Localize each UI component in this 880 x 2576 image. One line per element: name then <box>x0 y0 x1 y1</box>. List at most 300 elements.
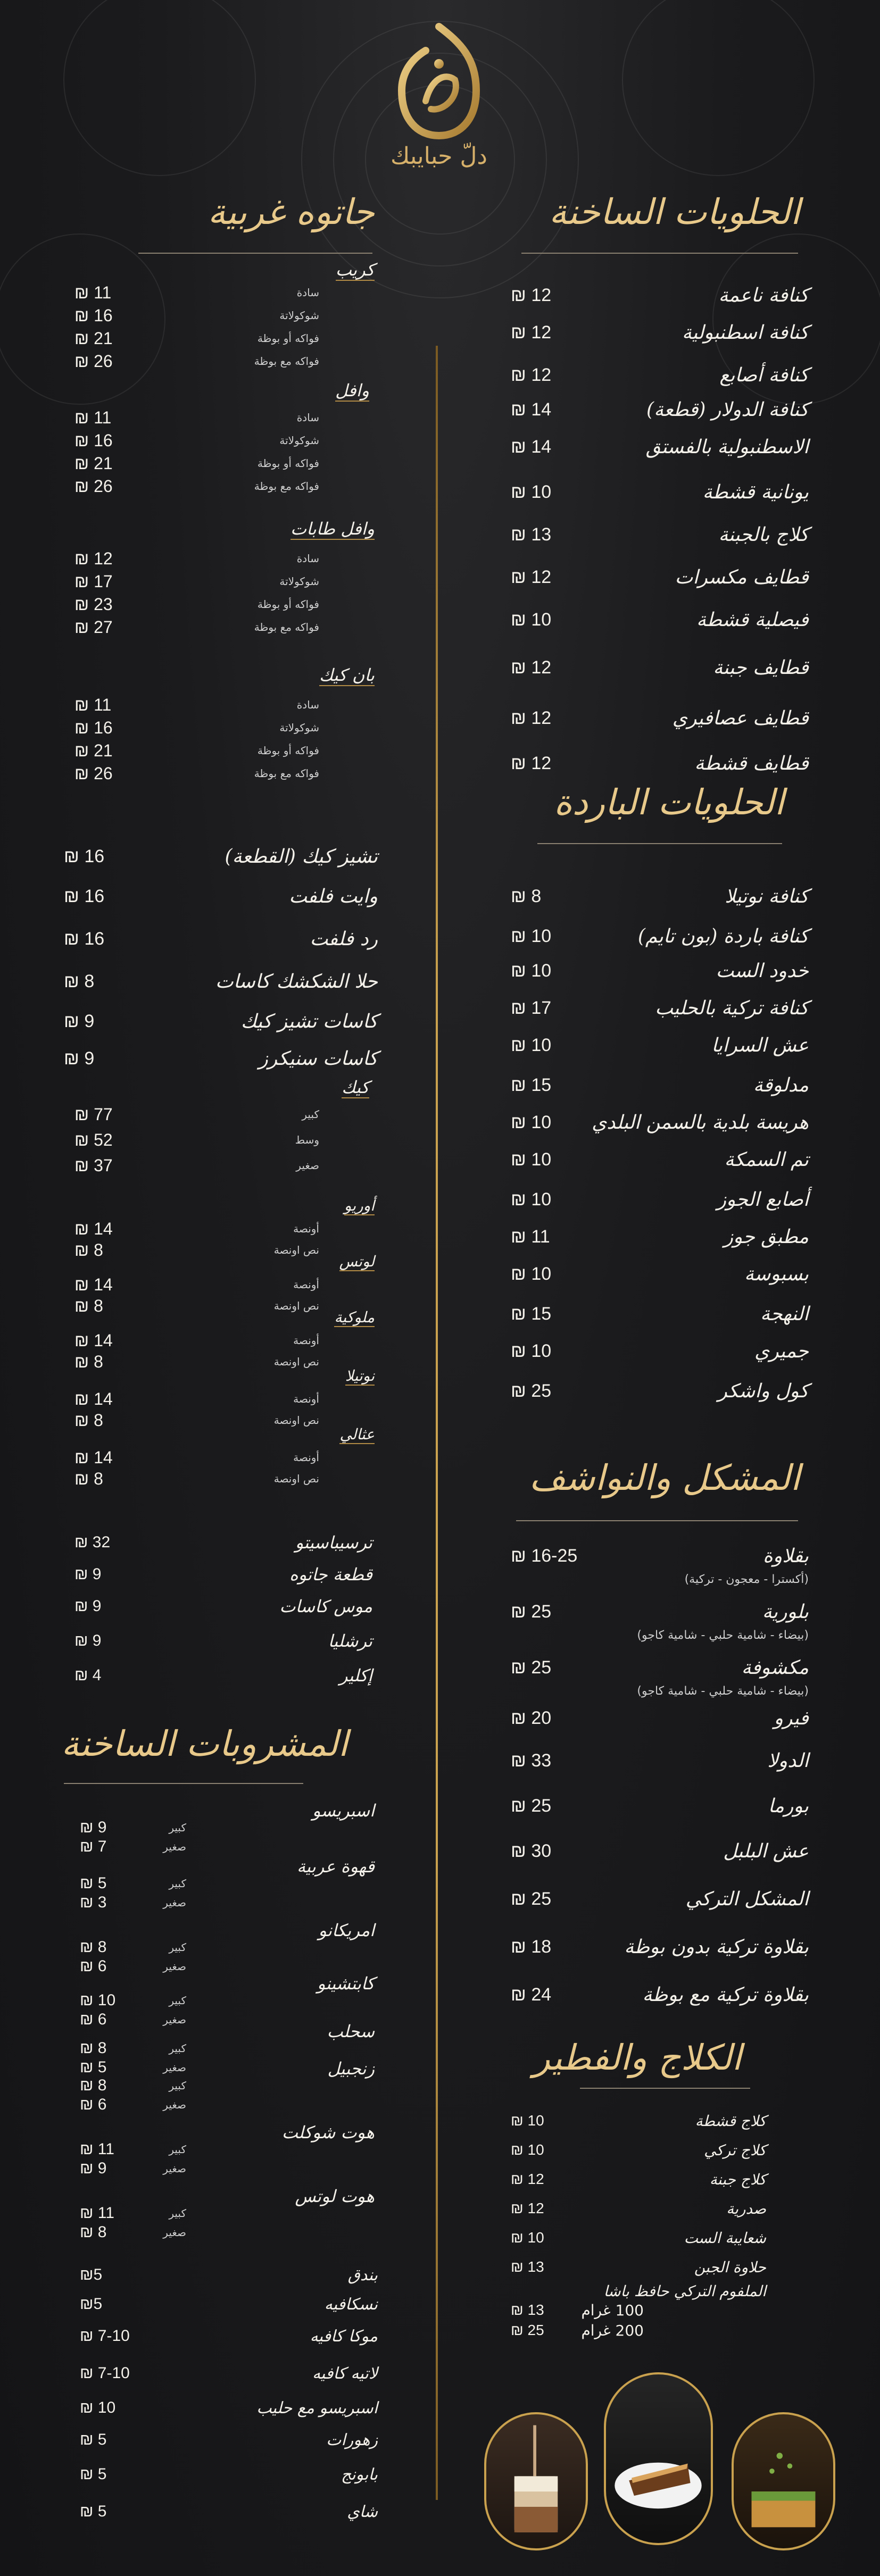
item-price: ₪ 8 <box>74 1352 103 1371</box>
item-price: ₪ 13 <box>511 2258 544 2275</box>
menu-item <box>511 957 809 984</box>
menu-item <box>64 883 378 910</box>
item-price: ₪ 6 <box>80 2011 107 2028</box>
item-price: ₪ 6 <box>80 2096 107 2113</box>
item-price: ₪ 27 <box>74 617 113 637</box>
item-price: ₪ 30 <box>511 1840 552 1861</box>
item-price: ₪ 10 <box>511 2229 544 2246</box>
menu-item <box>511 433 809 460</box>
item-name: قطعة جاتوه <box>289 1564 372 1585</box>
item-price: ₪ 12 <box>511 364 552 385</box>
menu-item <box>511 2255 809 2279</box>
baklava-photo <box>732 2412 835 2550</box>
menu-item <box>511 2226 809 2249</box>
size-price-row <box>74 282 319 303</box>
item-name: مكشوفة <box>741 1656 809 1679</box>
item-price: ₪ 8 <box>80 2223 107 2241</box>
item-price: ₪ 10 <box>511 1189 552 1210</box>
group-heading: بان كيك <box>319 665 375 685</box>
item-size: شوكولاتة <box>279 434 319 447</box>
hot-sweets-title: الحلويات الساخنة <box>549 191 800 232</box>
title-underline <box>580 2088 750 2089</box>
item-price: ₪ 21 <box>74 453 113 473</box>
item-price: ₪ 4 <box>74 1666 102 1684</box>
size-price-row <box>74 1274 319 1295</box>
item-price: ₪ 9 <box>74 1565 102 1583</box>
item-price: ₪ 12 <box>511 2171 544 2187</box>
item-price: ₪ 9 <box>80 1819 107 1836</box>
mixed-title: المشكل والنواشف <box>529 1457 800 1498</box>
menu-item <box>511 1378 809 1404</box>
item-price: ₪ 12 <box>511 322 552 343</box>
menu-item <box>80 2463 378 2486</box>
item-name: مطبق جوز <box>724 1226 809 1248</box>
western-cake-title: جاتوه غربية <box>207 191 375 232</box>
item-price: ₪ 8 <box>74 1240 103 1260</box>
item-price: ₪ 10 <box>80 2399 116 2416</box>
item-name: بورما <box>768 1795 809 1817</box>
size-price-row <box>74 351 319 372</box>
item-size: نص اونصة <box>273 1355 319 1368</box>
menu-item <box>511 362 809 388</box>
item-price: ₪ 12 <box>74 548 113 568</box>
item-name: قطايف قشطة <box>694 752 809 774</box>
item-price: ₪ 5 <box>80 2465 107 2483</box>
item-price: ₪ 12 <box>511 707 552 728</box>
item-price: ₪ 14 <box>74 1330 113 1350</box>
size-price-row <box>80 2010 186 2030</box>
dessert-plate-icon <box>606 2374 711 2543</box>
menu-item <box>511 1543 809 1569</box>
item-size: أونصة <box>293 1451 319 1464</box>
size-price-row <box>80 2075 186 2096</box>
item-price: ₪ 8 <box>80 1938 107 1956</box>
item-price: ₪ 25 <box>511 1657 552 1678</box>
size-price-row <box>74 763 319 784</box>
menu-item <box>74 1529 372 1556</box>
item-size: صغير <box>163 1840 186 1853</box>
menu-item <box>511 1072 809 1098</box>
item-price: ₪ 8 <box>74 1469 103 1488</box>
menu-item <box>80 2362 378 2385</box>
item-name: كنافة تركية بالحليب <box>655 997 809 1019</box>
item-price: ₪ 8 <box>64 971 95 991</box>
malfoum-row <box>511 2300 644 2320</box>
item-price: ₪ 12 <box>511 753 552 773</box>
item-size: أونصة <box>293 1334 319 1347</box>
menu-item <box>80 2500 378 2523</box>
item-name: بلورية <box>762 1600 809 1623</box>
menu-item <box>511 396 809 423</box>
group-heading: وافل طابات <box>290 519 375 539</box>
item-price: ₪ 14 <box>511 436 552 457</box>
menu-item <box>511 1261 809 1287</box>
size-price-row <box>74 1104 319 1125</box>
size-price-row <box>74 740 319 761</box>
item-price: ₪ 33 <box>511 1750 552 1771</box>
size-price-row <box>74 407 319 428</box>
item-name: أصابع الجوز <box>717 1188 809 1211</box>
item-size: أونصة <box>293 1278 319 1291</box>
item-price: ₪ 8 <box>511 886 542 906</box>
item-note-row <box>511 1622 809 1648</box>
item-name: ترسيباسيتو <box>295 1532 372 1553</box>
item-price: ₪ 12 <box>511 285 552 305</box>
item-name: كلاج بالجبنة <box>718 523 809 546</box>
item-name: صدرية <box>726 2199 766 2217</box>
item-price: ₪ 6 <box>80 1957 107 1975</box>
size-price-row <box>80 2158 186 2179</box>
item-size: وسط <box>295 1133 319 1146</box>
group-heading: عثالي <box>339 1425 375 1443</box>
item-name: موكا كافيه <box>310 2327 378 2346</box>
size-price-row <box>74 717 319 738</box>
size-price-row <box>74 476 319 497</box>
item-name: المشكل التركي <box>685 1888 809 1910</box>
item-price: ₪ 9 <box>64 1011 95 1031</box>
item-size: شوكولاتة <box>279 309 319 322</box>
item-price: ₪ 16 <box>64 846 105 866</box>
item-note-row <box>511 1678 809 1704</box>
item-size: كبير <box>169 1994 186 2007</box>
size-price-row <box>74 1330 319 1351</box>
item-name: إكلير <box>339 1665 372 1686</box>
item-price: ₪ 20 <box>511 1707 552 1728</box>
title-underline <box>521 253 798 254</box>
item-name: الملفوم التركي حافظ باشا <box>603 2282 766 2300</box>
item-price: ₪ 14 <box>74 1274 113 1294</box>
item-name: لاتيه كافيه <box>312 2364 378 2383</box>
item-name: كول واشكر <box>718 1380 809 1402</box>
item-price: ₪ 10 <box>511 1035 552 1055</box>
size-price-row <box>80 2095 186 2115</box>
item-name: ترشليا <box>328 1631 372 1651</box>
item-price: ₪ 10 <box>511 2141 544 2158</box>
item-price: ₪ 8 <box>80 2077 107 2094</box>
item-size: كبير <box>169 2207 186 2220</box>
item-note-row <box>511 1566 809 1593</box>
item-name: فيصلية قشطة <box>696 608 809 631</box>
item-size: كبير <box>169 2042 186 2055</box>
item-size: نص اونصة <box>273 1299 319 1312</box>
item-name: خدود الست <box>716 960 809 982</box>
drink-name: كابتشينو <box>317 1973 375 1994</box>
title-underline <box>138 253 372 254</box>
item-price: ₪ 9 <box>80 2160 107 2177</box>
item-size: صغير <box>296 1159 319 1172</box>
item-name: بندق <box>347 2265 378 2285</box>
item-size: نص اونصة <box>273 1472 319 1485</box>
item-price: ₪ 10 <box>511 609 552 630</box>
group-heading: كيك <box>342 1077 369 1097</box>
menu-item <box>511 521 809 548</box>
menu-item <box>511 1598 809 1625</box>
item-size: صغير <box>163 1896 186 1909</box>
item-name: جميري <box>754 1340 809 1362</box>
item-price: ₪ 9 <box>74 1597 102 1615</box>
item-price: ₪5 <box>80 2266 103 2283</box>
item-name: كلاج جبنة <box>709 2170 766 2188</box>
logo-emblem-icon <box>380 21 497 144</box>
item-price: ₪ 14 <box>74 1219 113 1238</box>
item-price: ₪ 23 <box>74 594 113 614</box>
item-price: ₪ 11 <box>74 695 112 714</box>
item-price: ₪ 5 <box>80 2431 107 2448</box>
malfoum-row <box>511 2321 644 2340</box>
item-name: فيرو <box>774 1707 809 1729</box>
item-price: ₪ 18 <box>511 1936 552 1957</box>
item-note: (بيضاء - شامية حلبي - شامية كاجو) <box>637 1684 809 1698</box>
item-price: ₪ 8 <box>74 1410 103 1430</box>
item-size: نص اونصة <box>273 1244 319 1256</box>
item-name: قطايف عصافيري <box>672 707 809 729</box>
item-name: بقلاوة تركية بدون بوظة <box>624 1936 809 1958</box>
menu-item <box>511 1793 809 1819</box>
item-price: ₪ 10 <box>511 481 552 502</box>
menu-item <box>511 319 809 346</box>
group-heading: نوتيلا <box>345 1367 375 1385</box>
item-size: سادة <box>296 411 319 424</box>
size-price-row <box>74 1468 319 1489</box>
item-note: (أكسترا - معجون - تركية) <box>684 1572 809 1586</box>
item-size: أونصة <box>293 1393 319 1405</box>
size-price-row <box>74 453 319 474</box>
size-price-row <box>74 430 319 451</box>
item-size: سادة <box>296 552 319 565</box>
item-name: تم السمكة <box>724 1148 809 1171</box>
item-price: ₪ 5 <box>80 1874 107 1892</box>
item-price: ₪ 16 <box>64 886 105 906</box>
item-price: ₪ 7-10 <box>80 2327 130 2345</box>
item-price: ₪ 8 <box>74 1296 103 1315</box>
menu-item <box>80 2324 378 2348</box>
menu-item <box>511 995 809 1021</box>
item-name: مدلوقة <box>753 1074 809 1096</box>
item-price: ₪ 12 <box>511 657 552 678</box>
menu-item <box>511 1300 809 1327</box>
item-price: ₪ 13 <box>511 2302 544 2318</box>
item-size: فواكه أو بوظة <box>257 457 319 470</box>
item-price: ₪ 5 <box>80 2503 107 2520</box>
item-size: فواكه أو بوظة <box>257 598 319 611</box>
item-price: ₪ 12 <box>511 566 552 587</box>
cold-sweets-title: الحلويات الباردة <box>554 782 784 823</box>
item-price: ₪ 10 <box>511 2112 544 2129</box>
item-price: ₪ 25 <box>511 1795 552 1816</box>
item-price: ₪ 21 <box>74 740 113 760</box>
item-price: ₪ 26 <box>74 763 113 783</box>
menu-item <box>511 883 809 910</box>
item-weight: 100 غرام <box>581 2301 644 2319</box>
menu-item <box>511 705 809 731</box>
item-price: ₪ 21 <box>74 328 113 348</box>
kalaj-title: الكلاج والفطير <box>533 2037 742 2078</box>
item-name: اسبريسو مع حليب <box>256 2398 378 2417</box>
menu-item <box>74 1628 372 1654</box>
menu-item <box>511 750 809 777</box>
item-price: ₪ 13 <box>511 524 552 545</box>
item-price: ₪ 14 <box>74 1389 113 1408</box>
item-price: ₪ 9 <box>74 1632 102 1649</box>
size-price-row <box>80 1837 186 1857</box>
item-price: ₪ 16 <box>74 718 113 737</box>
item-size: كبير <box>169 1821 186 1834</box>
item-size: كبير <box>169 1877 186 1890</box>
drink-name: قهوة عربية <box>297 1856 375 1877</box>
item-price: ₪ 11 <box>511 1226 550 1247</box>
item-size: سادة <box>296 286 319 299</box>
title-underline <box>537 843 782 844</box>
item-size: صغير <box>163 2226 186 2239</box>
size-price-row <box>74 1295 319 1316</box>
item-name: النهجة <box>760 1303 809 1325</box>
menu-item <box>64 843 378 870</box>
item-price: ₪ 12 <box>511 2200 544 2216</box>
item-price: ₪ 17 <box>74 571 113 591</box>
item-price: ₪ 32 <box>74 1533 111 1551</box>
item-price: ₪ 25 <box>511 2322 544 2338</box>
menu-item <box>511 1032 809 1058</box>
group-heading: وافل <box>335 380 369 401</box>
item-price: ₪ 77 <box>74 1104 113 1124</box>
drink-name: هوت شوكلت <box>281 2122 375 2143</box>
item-price: ₪ 26 <box>74 351 113 371</box>
size-price-row <box>74 328 319 349</box>
size-price-row <box>74 571 319 592</box>
hot-drinks-title: المشروبات الساخنة <box>61 1723 348 1764</box>
item-price: ₪ 17 <box>511 997 552 1018</box>
item-name: كنافة ناعمة <box>718 284 809 306</box>
item-name: عش البلبل <box>723 1840 809 1862</box>
menu-item <box>511 654 809 681</box>
item-size: فواكه مع بوظة <box>254 355 319 368</box>
item-size: سادة <box>296 698 319 711</box>
menu-item <box>511 2109 809 2132</box>
menu-item <box>511 1654 809 1681</box>
item-name: وايت فلفت <box>289 885 378 907</box>
drink-name: سحلب <box>327 2021 375 2041</box>
item-size: صغير <box>163 2013 186 2026</box>
group-heading: أوريو <box>344 1197 375 1214</box>
item-name: الاسطنبولية بالفستق <box>645 436 809 458</box>
item-price: ₪ 25 <box>511 1601 552 1622</box>
item-price: ₪ 7 <box>80 1838 107 1855</box>
drink-name: اسبريسو <box>312 1800 375 1821</box>
item-size: كبير <box>302 1108 319 1121</box>
drink-name: زنجبيل <box>327 2058 375 2079</box>
menu-item <box>511 1223 809 1250</box>
item-price: ₪ 15 <box>511 1303 552 1324</box>
item-price: ₪ 10 <box>511 926 552 946</box>
menu-item <box>74 1561 372 1588</box>
item-note: (بيضاء - شامية حلبي - شامية كاجو) <box>637 1628 809 1642</box>
item-name: كنافة الدولار (قطعة) <box>646 398 809 421</box>
menu-item <box>511 606 809 633</box>
menu-item <box>511 2138 809 2162</box>
size-price-row <box>74 1239 319 1261</box>
size-price-row <box>74 594 319 615</box>
menu-item <box>511 1705 809 1731</box>
item-name: كنافة اسطنبولية <box>682 321 809 344</box>
item-name: قطايف مكسرات <box>675 566 809 588</box>
item-price: ₪ 10 <box>511 960 552 981</box>
size-price-row <box>80 1990 186 2011</box>
item-name: رد فلفت <box>310 928 378 950</box>
item-name: كنافة باردة (بون تايم) <box>637 925 809 947</box>
item-price: ₪ 10 <box>80 1991 116 2009</box>
item-name: بسبوسة <box>744 1263 809 1285</box>
size-price-row <box>80 2222 186 2242</box>
menu-item <box>511 479 809 505</box>
size-price-row <box>74 1218 319 1239</box>
item-name: كنافة نوتيلا <box>725 885 809 907</box>
title-underline <box>516 1520 798 1521</box>
size-price-row <box>74 1129 319 1151</box>
item-price: ₪ 24 <box>511 1984 552 2005</box>
item-size: نص اونصة <box>273 1414 319 1427</box>
dessert-photo <box>604 2372 713 2545</box>
item-price: ₪ 52 <box>74 1130 113 1149</box>
item-size: كبير <box>169 2079 186 2092</box>
brand-tagline: دلّ حبايبك <box>390 143 488 170</box>
menu-item <box>74 1662 372 1689</box>
item-name: كلاج قشطة <box>695 2112 766 2130</box>
item-price: ₪ 11 <box>74 282 112 302</box>
item-price: ₪ 16 <box>74 305 113 325</box>
item-name: كاسات سنيكرز <box>259 1047 378 1070</box>
menu-item <box>511 2197 809 2220</box>
item-price: ₪ 7-10 <box>80 2364 130 2382</box>
menu-item <box>64 1045 378 1072</box>
menu-item <box>74 1593 372 1620</box>
item-size: فواكه مع بوظة <box>254 621 319 633</box>
item-name: كاسات تشيز كيك <box>240 1010 378 1032</box>
item-size: أونصة <box>293 1222 319 1235</box>
size-price-row <box>80 1893 186 1913</box>
item-name: تشيز كيك (القطعة) <box>225 845 378 868</box>
item-name: الدولا <box>767 1749 809 1772</box>
item-price: ₪ 10 <box>511 1340 552 1361</box>
group-heading: كريب <box>335 260 375 280</box>
size-price-row <box>74 1155 319 1176</box>
item-name: نسكافيه <box>324 2295 378 2314</box>
item-name: يونانية قشطة <box>702 481 809 503</box>
menu-item <box>511 282 809 309</box>
item-name: كلاج تركي <box>704 2141 766 2159</box>
item-price: ₪ 5 <box>80 2058 107 2076</box>
size-price-row <box>74 1388 319 1410</box>
item-price: ₪ 11 <box>74 407 112 427</box>
size-price-row <box>80 1873 186 1894</box>
menu-item <box>64 1008 378 1035</box>
item-size: صغير <box>163 2162 186 2175</box>
menu-item <box>511 1186 809 1213</box>
size-price-row <box>74 548 319 569</box>
menu-item <box>511 1747 809 1774</box>
item-price: ₪ 15 <box>511 1074 552 1095</box>
item-name: شاي <box>347 2502 378 2521</box>
item-name: بقلاوة <box>763 1545 809 1567</box>
item-price: ₪ 10 <box>511 1112 552 1132</box>
item-name: بابونج <box>341 2465 378 2484</box>
item-price: ₪ 16-25 <box>511 1545 578 1566</box>
coffee-photo <box>484 2412 588 2550</box>
item-price: ₪ 8 <box>80 2039 107 2057</box>
item-name: حلا الشكشك كاسات <box>215 970 378 993</box>
menu-item <box>511 1338 809 1364</box>
group-heading: لوتس <box>339 1253 375 1270</box>
menu-item <box>80 2428 378 2452</box>
